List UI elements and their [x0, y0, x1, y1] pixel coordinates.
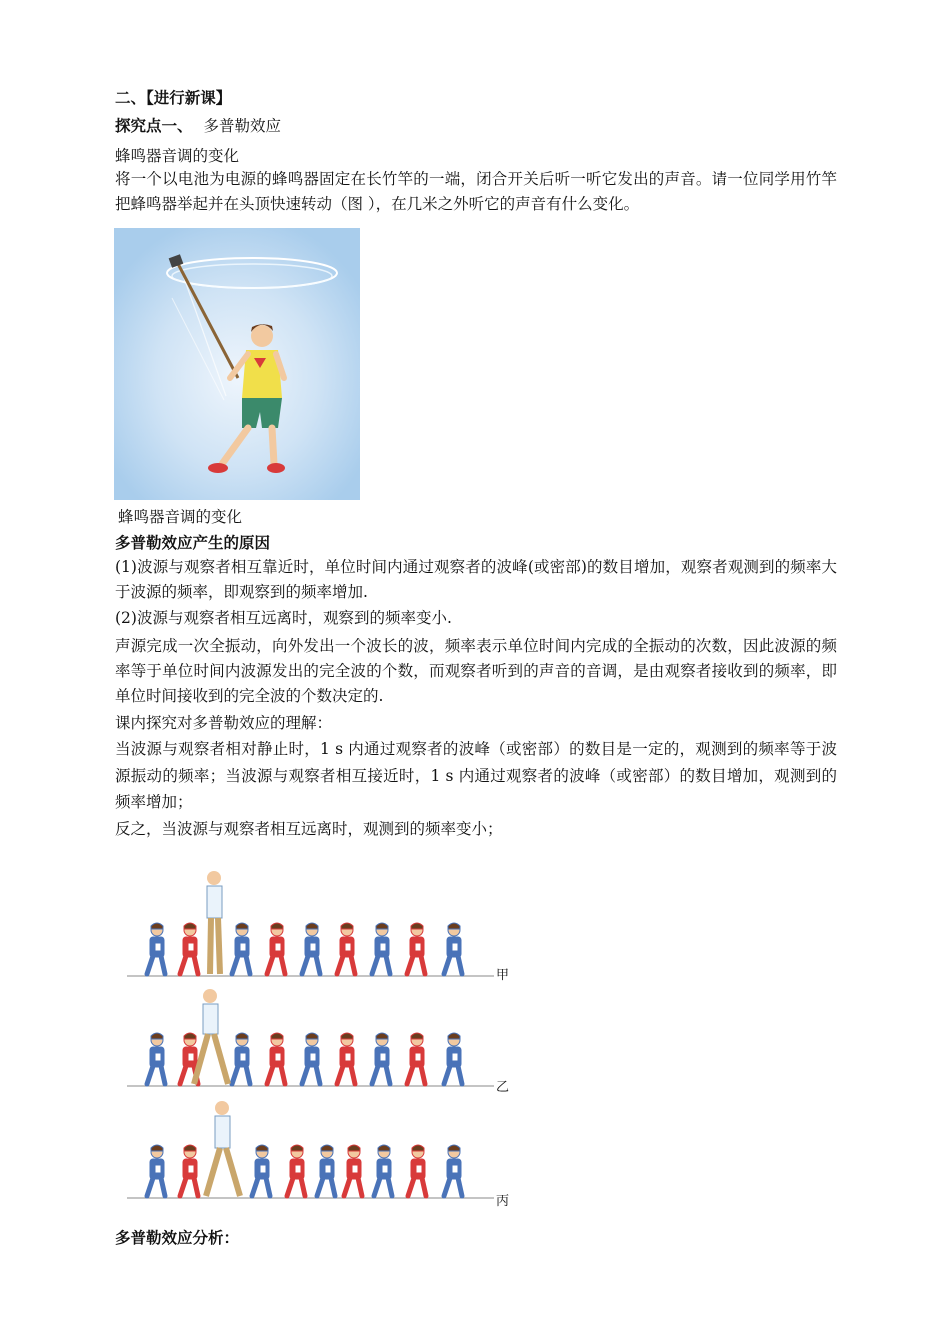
marching-children-figure: [122, 858, 512, 1210]
row-label-yi: 乙: [496, 1080, 510, 1095]
inquiry-point-label: 探究点一、: [115, 117, 193, 135]
understanding-para-1: 当波源与观察者相对静止时，1 s 内通过观察者的波峰（或密部）的数目是一定的，观测到的频率等于波源振动的频率；当波源与观察者相互接近时，1 s 内通过观察者的波峰（或密部）的数目增加，观测到的频率增加；: [115, 740, 837, 811]
row-label-bing: 丙: [496, 1194, 510, 1209]
cause-item-1: (1)波源与观察者相互靠近时，单位时间内通过观察者的波峰(或密部)的数目增加，观察者观测到的频率大于波源的频率，即观察到的频率增加.: [115, 558, 837, 601]
adult-walking-right: [206, 1101, 240, 1196]
understanding-para-2: 反之，当波源与观察者相互远离时，观测到的频率变小；: [115, 820, 503, 838]
row-jia: [127, 871, 494, 976]
cause-explanation: 声源完成一次全振动，向外发出一个波长的波，频率表示单位时间内完成的全振动的次数，因此波源的频率等于单位时间内波源发出的完全波的个数，而观察者听到的声音的音调，是由观察者接收到的频率，即单位时间接收到的完全波的个数决定的.: [115, 637, 837, 705]
cause-heading: 多普勒效应产生的原因: [115, 534, 271, 552]
row-label-jia: 甲: [496, 968, 510, 983]
cause-item-2: (2)波源与观察者相互远离时，观察到的频率变小.: [115, 609, 452, 627]
adult-walking-left: [194, 989, 228, 1084]
analysis-heading: 多普勒效应分析：: [115, 1229, 240, 1247]
figure1-caption: 蜂鸣器音调的变化: [118, 508, 243, 526]
experiment-title: 蜂鸣器音调的变化: [115, 147, 240, 165]
boy-shorts: [242, 398, 282, 428]
inquiry-point-heading: [115, 116, 281, 136]
buzzer-figure: [114, 228, 360, 500]
understanding-heading: 课内探究对多普勒效应的理解：: [115, 714, 333, 732]
inquiry-point-title: 多普勒效应: [203, 117, 281, 135]
row-bing: [127, 1101, 494, 1198]
row-yi: [127, 989, 494, 1086]
adult-standing: [207, 871, 222, 974]
section-heading: 二、【进行新课】: [115, 89, 232, 107]
experiment-description: 将一个以电池为电源的蜂鸣器固定在长竹竿的一端，闭合开关后听一听它发出的声音。请一位同学用竹竿把蜂鸣器举起并在头顶快速转动（图 ），在几米之外听它的声音有什么变化。: [115, 170, 837, 213]
